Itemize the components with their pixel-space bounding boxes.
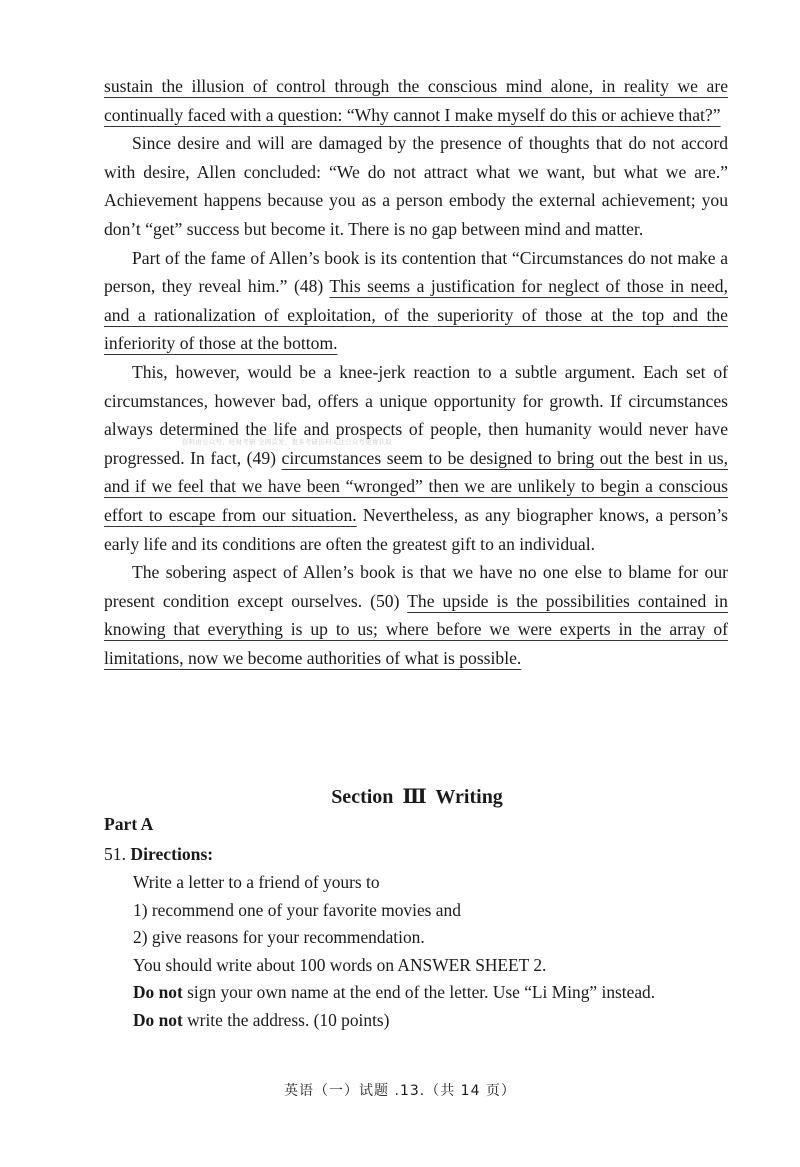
direction-line: 1) recommend one of your favorite movies and: [133, 899, 461, 920]
underlined-sentence-48: This seems a justification for neglect of those in need, and a rationalization of exploitation, of the superiority of those at the top and the inferiority of those at the bottom.: [104, 276, 728, 354]
paragraph-text: This, however, would be a knee-jerk reaction to a subtle argument. Each set of circumstances, however bad, offers a unique opportunity for growth. If circumstances always determined the life and prospects of people, then humanity would never have progressed. In fact, (49): [104, 361, 728, 468]
paragraph-text: Nevertheless, as any biographer knows, a person’s early life and its conditions are often the greatest gift to an individual.: [104, 504, 728, 554]
paragraph: [104, 129, 728, 243]
paragraph: [104, 244, 728, 358]
directions-heading: [104, 844, 213, 865]
direction-line: Write a letter to a friend of yours to: [133, 872, 380, 892]
emphasis-do-not: Do not: [133, 1009, 183, 1030]
question-number: 51.: [104, 844, 126, 864]
direction-text: write the address. (10 points): [182, 1009, 390, 1030]
underlined-sentence-49: circumstances seem to be designed to bring out the best in us, and if we feel that we have been “wronged” then we are unlikely to begin a conscious effort to escape from our situation.: [104, 447, 728, 525]
direction-line: [133, 979, 655, 1007]
part-heading: Part A: [104, 814, 154, 834]
paragraph-text: Since desire and will are damaged by the presence of thoughts that do not accord with desire, Allen concluded: “We do not attract what we want, but what we are.” Achievement happens because you as a person embody the external achievement; you don’t “get” success but become it. There is no gap between mind and matter.: [104, 133, 728, 239]
direction-line: 2) give reasons for your recommendation.: [133, 927, 425, 948]
underlined-sentence-50: The upside is the possibilities contained in knowing that everything is up to us; where before we were experts in the array of limitations, now we become authorities of what is possible.: [104, 590, 728, 668]
directions-body: [133, 869, 655, 1035]
paragraph: [104, 358, 728, 558]
direction-text: sign your own name at the end of the letter. Use “Li Ming” instead.: [182, 982, 656, 1003]
paragraph: [104, 558, 728, 672]
reading-passage: [104, 72, 728, 672]
paragraph-continued: [104, 72, 728, 129]
underlined-sentence-47: sustain the illusion of control through the conscious mind alone, in reality we are continually faced with a question: “Why cannot I make myself do this or achieve that?”: [104, 76, 728, 125]
directions-label: Directions:: [130, 844, 214, 864]
direction-line: [133, 1007, 655, 1035]
emphasis-do-not: Do not: [133, 982, 183, 1003]
watermark-text: 资料由公众号、旺财考研 全网首发，更多考研资料关注公众号免费获取: [182, 438, 392, 446]
section-title: Section Ⅲ Writing: [331, 786, 503, 808]
paragraph-text: The sobering aspect of Allen’s book is that we have no one else to blame for our present condition except ourselves. (50): [104, 562, 728, 611]
direction-line: You should write about 100 words on ANSWER SHEET 2.: [133, 954, 547, 975]
page-footer: 英语（一）试题 .13.（共 14 页）: [284, 1083, 516, 1099]
paragraph-text: Part of the fame of Allen’s book is its contention that “Circumstances do not make a person, they reveal him.” (48): [104, 247, 728, 297]
